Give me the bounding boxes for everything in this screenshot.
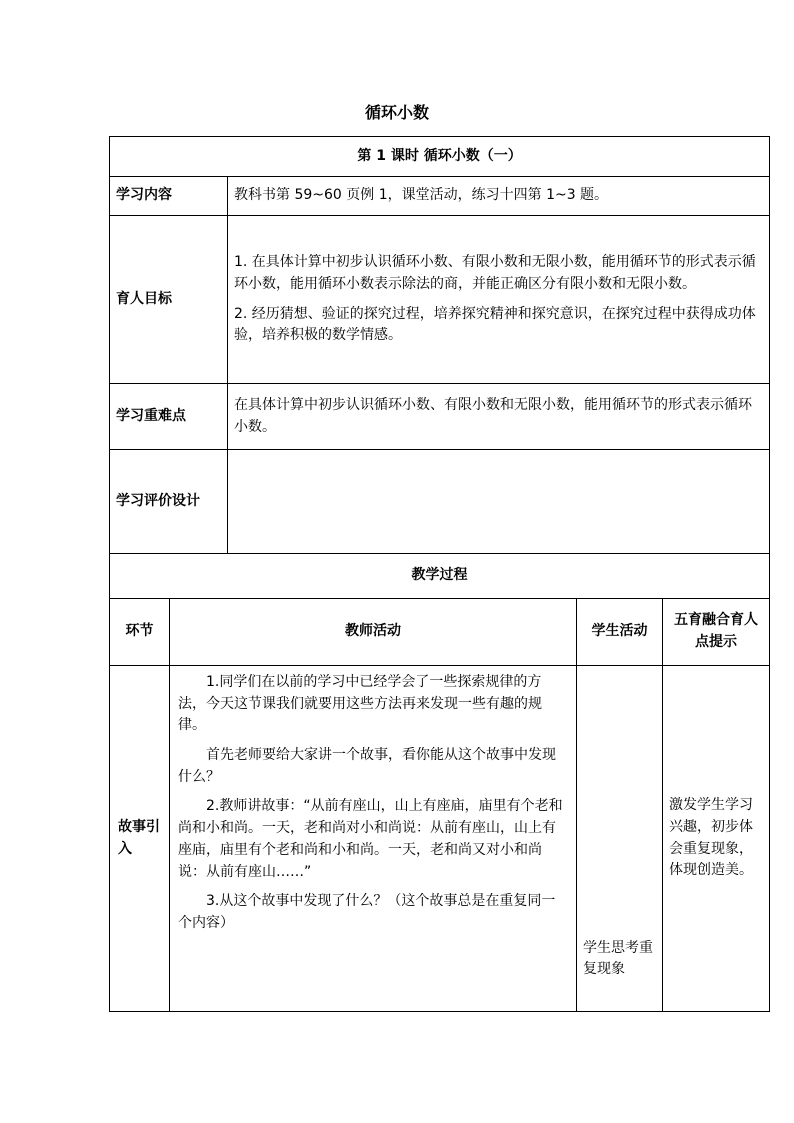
lesson-plan-table (109, 136, 770, 1012)
goal-item-2: 2. 经历猜想、验证的探究过程，培养探究精神和探究意识，在探究过程中获得成功体验，培养积极的数学情感。 (234, 305, 756, 344)
goal-label: 育人目标 (110, 216, 228, 384)
header-student: 学生活动 (577, 599, 663, 666)
document-title: 循环小数 (364, 103, 429, 122)
lesson-heading: 第 1 课时 循环小数（一） (110, 137, 770, 177)
header-tips: 五育融合育人点提示 (663, 599, 770, 666)
header-stage: 环节 (110, 599, 170, 666)
student-activity: 学生思考重复现象 (577, 666, 663, 1012)
content-text: 教科书第 59~60 页例 1，课堂活动，练习十四第 1~3 题。 (228, 177, 770, 216)
teacher-paragraph-3: 2.教师讲故事：“从前有座山，山上有座庙，庙里有个老和尚和小和尚。一天，老和尚对小和尚说：从前有座山，山上有座庙，庙里有个老和尚和小和尚。一天，老和尚又对小和尚说：从前有座山……” (178, 798, 563, 880)
teacher-activity (170, 666, 577, 1012)
stage-name: 故事引入 (110, 666, 170, 1012)
teacher-paragraph-4: 3.从这个故事中发现了什么？（这个故事总是在重复同一个内容） (178, 893, 556, 931)
key-text: 在具体计算中初步认识循环小数、有限小数和无限小数，能用循环节的形式表示循环小数。 (228, 384, 770, 450)
process-title: 教学过程 (110, 554, 770, 599)
goal-cell (228, 216, 770, 384)
tips-text: 激发学生学习兴趣，初步体会重复现象，体现创造美。 (663, 666, 770, 1012)
key-label: 学习重难点 (110, 384, 228, 450)
teacher-paragraph-1: 1.同学们在以前的学习中已经学会了一些探索规律的方法，今天这节课我们就要用这些方法再来发现一些有趣的规律。 (178, 674, 542, 734)
teacher-paragraph-2: 首先老师要给大家讲一个故事，看你能从这个故事中发现什么？ (178, 747, 556, 785)
goal-item-1: 1. 在具体计算中初步认识循环小数、有限小数和无限小数，能用循环节的形式表示循环小数，能用循环小数表示除法的商，并能正确区分有限小数和无限小数。 (234, 254, 756, 292)
content-label: 学习内容 (110, 177, 228, 216)
eval-label: 学习评价设计 (110, 450, 228, 554)
eval-text (228, 450, 770, 554)
header-teacher: 教师活动 (170, 599, 577, 666)
